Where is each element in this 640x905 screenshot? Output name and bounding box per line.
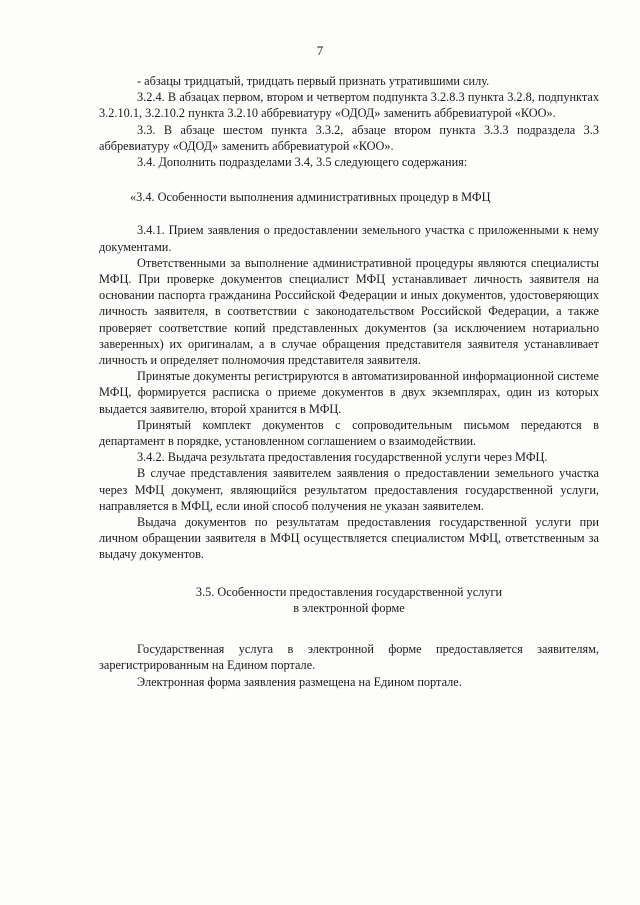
page-number: 7 bbox=[316, 43, 324, 58]
paragraph: Выдача документов по результатам предоставления государственной услуги при личном обращении заявителя в МФЦ осуществляется специалистом МФЦ, ответственным за выдачу документов. bbox=[99, 515, 599, 562]
spacer bbox=[99, 205, 599, 222]
paragraph: - абзацы тридцатый, тридцать первый признать утратившими силу. bbox=[137, 74, 490, 88]
paragraph: Государственная услуга в электронной форме предоставляется заявителям, зарегистрированным на Едином портале. bbox=[99, 642, 599, 673]
section-heading-line: 3.5. Особенности предоставления государственной услуги bbox=[195, 584, 503, 599]
paragraph: Принятые документы регистрируются в автоматизированной информационной системе МФЦ, формируется расписка о приеме документов в двух экземплярах, один из которых выдается заявителю, второй хранится в МФЦ. bbox=[99, 369, 599, 416]
section-heading-line: в электронной форме bbox=[293, 600, 405, 615]
paragraph: Принятый комплект документов с сопроводительным письмом передаются в департамент в порядке, установленном соглашением о взаимодействии. bbox=[99, 417, 599, 449]
paragraph: Электронная форма заявления размещена на Едином портале. bbox=[137, 674, 462, 689]
document-body bbox=[99, 73, 599, 690]
paragraph: 3.4.2. Выдача результата предоставления государственной услуги через МФЦ. bbox=[137, 450, 548, 465]
spacer bbox=[99, 563, 599, 584]
section-heading-3-4: «3.4. Особенности выполнения административных процедур в МФЦ bbox=[130, 190, 491, 205]
paragraph: В случае представления заявителем заявления о предоставлении земельного участка через МФЦ документ, являющийся результатом предоставления государственной услуги, направляется в МФЦ, если иной способ получения не указан заявителем. bbox=[99, 466, 599, 513]
spacer bbox=[99, 170, 599, 189]
paragraph: 3.2.4. В абзацах первом, втором и четвертом подпункта 3.2.8.3 пункта 3.2.8, подпунктах 3.2.10.1, 3.2.10.2 пункта 3.2.10 аббревиатуру «ОДОД» заменить аббревиатурой «КОО». bbox=[99, 90, 599, 121]
paragraph: 3.4. Дополнить подразделами 3.4, 3.5 следующего содержания: bbox=[137, 155, 468, 170]
paragraph: 3.4.1. Прием заявления о предоставлении земельного участка с приложенными к нему документами. bbox=[99, 223, 599, 254]
spacer bbox=[99, 616, 599, 641]
paragraph: 3.3. В абзаце шестом пункта 3.3.2, абзаце втором пункта 3.3.3 подраздела 3.3 аббревиатуру «ОДОД» заменить аббревиатурой «КОО». bbox=[99, 122, 599, 153]
section-heading-3-5 bbox=[99, 584, 599, 616]
paragraph: Ответственными за выполнение административной процедуры являются специалисты МФЦ. При проверке документов специалист МФЦ устанавливает личность заявителя на основании паспорта гражданина Российской Федерации и иных документов, удостоверяющих личность заявителя, в соответствии с законодательством Российской Федерации, а также проверяет соответствие копий представленных документов (за исключением нотариально заверенных) их оригиналам, а в случае обращения представителя заявителя устанавливает личность и определяет полномочия представителя заявителя. bbox=[99, 255, 599, 368]
